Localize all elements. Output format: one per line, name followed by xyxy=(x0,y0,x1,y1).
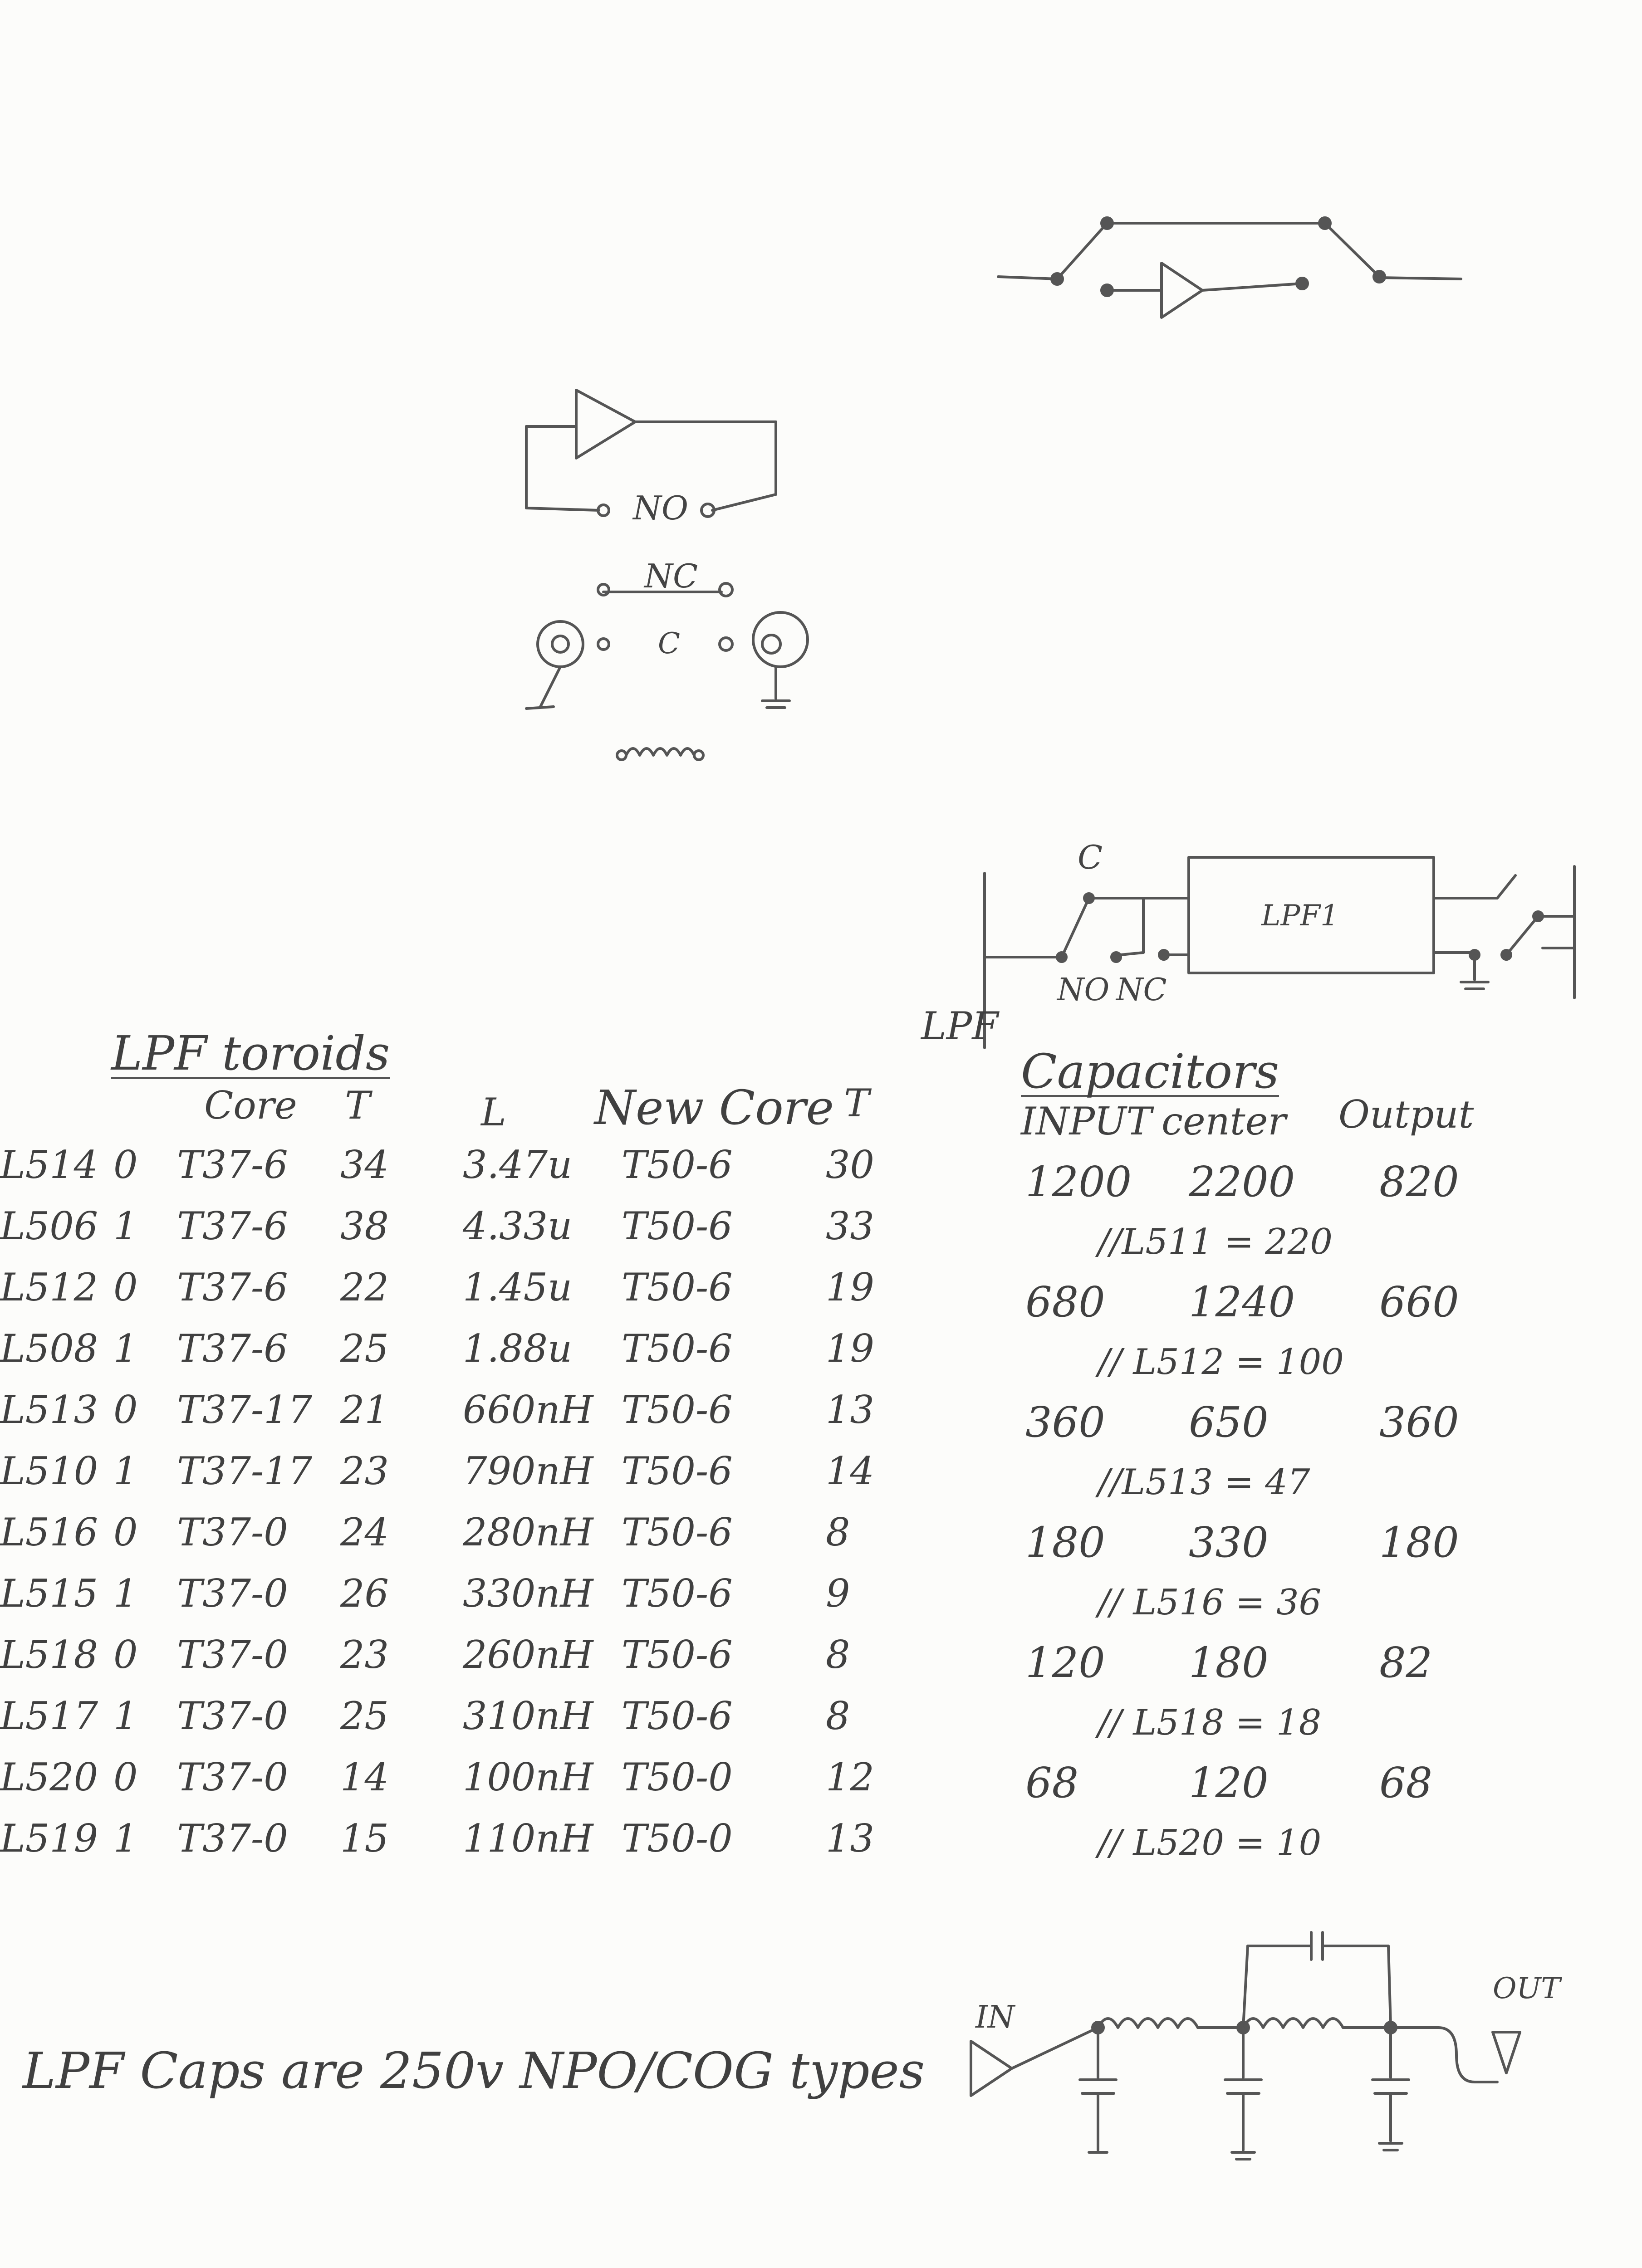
toroid-inductance: 790nH xyxy=(463,1448,593,1493)
toroid-ref: L517 xyxy=(0,1693,98,1738)
cap-values-row xyxy=(1025,1388,1524,1456)
toroid-new-core: T50-6 xyxy=(622,1632,733,1677)
toroid-inductance: 3.47u xyxy=(463,1142,573,1187)
toroid-turns: 21 xyxy=(340,1387,389,1432)
toroid-inductance: 1.88u xyxy=(463,1326,573,1371)
toroid-core: T37-0 xyxy=(177,1632,288,1677)
toroid-inductance: 100nH xyxy=(463,1755,593,1799)
toroid-inductance: 330nH xyxy=(463,1571,593,1616)
cap-note-row xyxy=(1025,1216,1524,1268)
toroid-new-turns: 8 xyxy=(826,1693,850,1738)
toroid-row xyxy=(0,1685,917,1746)
toroid-new-core: T50-0 xyxy=(622,1755,733,1799)
caps-header-output: Output xyxy=(1338,1092,1474,1137)
toroid-turns: 23 xyxy=(340,1448,389,1493)
toroid-turns: 25 xyxy=(340,1693,389,1738)
toroid-inductance: 660nH xyxy=(463,1387,593,1432)
toroid-ref: L520 xyxy=(0,1755,98,1799)
cap-center: 650 xyxy=(1189,1398,1269,1447)
toroid-new-turns: 19 xyxy=(826,1326,874,1371)
cap-note-row xyxy=(1025,1456,1524,1508)
toroid-new-core: T50-0 xyxy=(622,1816,733,1861)
caps-header-center: center xyxy=(1162,1099,1286,1144)
toroid-row xyxy=(0,1624,917,1685)
lpf-common-label: C xyxy=(1078,838,1103,876)
cap-note-row xyxy=(1025,1336,1524,1388)
toroid-bit: 0 xyxy=(113,1387,138,1432)
toroid-ref: L519 xyxy=(0,1816,98,1861)
toroid-new-turns: 30 xyxy=(826,1142,874,1187)
relay-bypass-sketch xyxy=(998,200,1497,336)
toroid-inductance: 280nH xyxy=(463,1510,593,1554)
toroid-bit: 1 xyxy=(113,1448,138,1493)
cap-input: 120 xyxy=(1025,1638,1105,1687)
cap-note-row xyxy=(1025,1817,1524,1869)
toroid-new-core: T50-6 xyxy=(622,1448,733,1493)
toroid-row xyxy=(0,1379,917,1440)
capacitors-title: Capacitors xyxy=(1021,1044,1279,1099)
toroid-new-turns: 33 xyxy=(826,1203,874,1248)
toroid-bit: 1 xyxy=(113,1203,138,1248)
toroid-bit: 0 xyxy=(113,1510,138,1554)
cap-values-row xyxy=(1025,1749,1524,1817)
toroid-ref: L506 xyxy=(0,1203,98,1248)
nc-contact-label: NC xyxy=(644,557,698,595)
toroid-row xyxy=(0,1440,917,1501)
toroid-ref: L516 xyxy=(0,1510,98,1554)
cap-input: 360 xyxy=(1025,1398,1105,1447)
cap-input: 68 xyxy=(1025,1758,1079,1807)
toroid-row xyxy=(0,1808,917,1869)
cap-parallel-note: //L511 = 220 xyxy=(1098,1221,1333,1262)
toroid-ref: L510 xyxy=(0,1448,98,1493)
toroid-turns: 25 xyxy=(340,1326,389,1371)
cap-input: 180 xyxy=(1025,1518,1105,1567)
toroid-core: T37-17 xyxy=(177,1387,313,1432)
toroid-core: T37-6 xyxy=(177,1142,288,1187)
toroid-row xyxy=(0,1563,917,1624)
toroids-header-core: Core xyxy=(204,1083,297,1128)
toroid-bit: 0 xyxy=(113,1755,138,1799)
cap-parallel-note: // L520 = 10 xyxy=(1098,1822,1322,1863)
cap-center: 330 xyxy=(1189,1518,1269,1567)
cap-parallel-note: // L516 = 36 xyxy=(1098,1582,1322,1623)
toroid-core: T37-6 xyxy=(177,1203,288,1248)
toroid-inductance: 4.33u xyxy=(463,1203,573,1248)
toroid-inductance: 110nH xyxy=(463,1816,593,1861)
schematic-in-label: IN xyxy=(975,1999,1015,2035)
toroid-row xyxy=(0,1134,917,1195)
toroid-turns: 23 xyxy=(340,1632,389,1677)
cap-note-row xyxy=(1025,1576,1524,1628)
toroid-core: T37-17 xyxy=(177,1448,313,1493)
toroid-row xyxy=(0,1318,917,1379)
toroid-bit: 1 xyxy=(113,1326,138,1371)
toroid-core: T37-0 xyxy=(177,1816,288,1861)
relay-contact-sketch xyxy=(522,381,867,771)
toroid-inductance: 1.45u xyxy=(463,1265,573,1310)
cap-center: 120 xyxy=(1189,1758,1269,1807)
toroids-table xyxy=(0,1134,917,1869)
toroid-new-turns: 9 xyxy=(826,1571,850,1616)
toroid-ref: L514 xyxy=(0,1142,98,1187)
toroid-turns: 34 xyxy=(340,1142,389,1187)
toroid-row xyxy=(0,1256,917,1318)
lpf-no-label: NO xyxy=(1057,972,1110,1008)
cap-note-row xyxy=(1025,1696,1524,1749)
lpf-nc-label: NC xyxy=(1116,972,1167,1008)
toroid-new-turns: 8 xyxy=(826,1632,850,1677)
toroid-bit: 0 xyxy=(113,1632,138,1677)
no-contact-label: NO xyxy=(633,489,689,527)
toroid-core: T37-0 xyxy=(177,1693,288,1738)
cap-center: 2200 xyxy=(1189,1157,1295,1206)
toroid-new-turns: 13 xyxy=(826,1387,874,1432)
cap-values-row xyxy=(1025,1628,1524,1696)
toroid-row xyxy=(0,1746,917,1808)
cap-input: 680 xyxy=(1025,1277,1105,1326)
toroid-turns: 15 xyxy=(340,1816,389,1861)
toroid-new-core: T50-6 xyxy=(622,1571,733,1616)
toroid-core: T37-6 xyxy=(177,1265,288,1310)
cap-values-row xyxy=(1025,1268,1524,1336)
toroid-bit: 0 xyxy=(113,1142,138,1187)
caps-note: LPF Caps are 250v NPO/COG types xyxy=(23,2042,925,2100)
toroid-new-turns: 12 xyxy=(826,1755,874,1799)
toroid-ref: L518 xyxy=(0,1632,98,1677)
toroid-new-core: T50-6 xyxy=(622,1510,733,1554)
toroid-new-core: T50-6 xyxy=(622,1203,733,1248)
caps-header-input: INPUT xyxy=(1021,1099,1152,1144)
toroid-new-turns: 8 xyxy=(826,1510,850,1554)
toroids-header-new-core: New Core xyxy=(594,1080,834,1135)
toroid-turns: 22 xyxy=(340,1265,389,1310)
common-contact-label: C xyxy=(658,627,680,660)
toroid-new-core: T50-6 xyxy=(622,1142,733,1187)
toroids-header-new-turns: T xyxy=(844,1081,870,1125)
cap-output: 820 xyxy=(1379,1157,1459,1206)
cap-output: 360 xyxy=(1379,1398,1459,1447)
toroid-inductance: 260nH xyxy=(463,1632,593,1677)
cap-parallel-note: // L512 = 100 xyxy=(1098,1341,1344,1383)
toroid-bit: 1 xyxy=(113,1816,138,1861)
cap-output: 68 xyxy=(1379,1758,1433,1807)
toroid-ref: L512 xyxy=(0,1265,98,1310)
cap-output: 180 xyxy=(1379,1518,1459,1567)
toroid-ref: L515 xyxy=(0,1571,98,1616)
toroid-new-turns: 14 xyxy=(826,1448,874,1493)
lpf-side-label: LPF xyxy=(921,1004,999,1048)
toroid-core: T37-0 xyxy=(177,1510,288,1554)
lpf1-box-label: LPF1 xyxy=(1261,899,1339,933)
toroid-new-core: T50-6 xyxy=(622,1265,733,1310)
toroids-header-inductance: L xyxy=(481,1090,506,1134)
cap-output: 82 xyxy=(1379,1638,1433,1687)
pi-filter-schematic xyxy=(953,1923,1588,2214)
cap-center: 180 xyxy=(1189,1638,1269,1687)
toroid-new-core: T50-6 xyxy=(622,1387,733,1432)
toroid-core: T37-0 xyxy=(177,1571,288,1616)
cap-parallel-note: // L518 = 18 xyxy=(1098,1702,1322,1743)
toroid-bit: 1 xyxy=(113,1693,138,1738)
cap-input: 1200 xyxy=(1025,1157,1132,1206)
toroid-new-core: T50-6 xyxy=(622,1693,733,1738)
cap-values-row xyxy=(1025,1508,1524,1576)
toroids-header-turns: T xyxy=(345,1083,371,1128)
toroid-inductance: 310nH xyxy=(463,1693,593,1738)
toroid-bit: 0 xyxy=(113,1265,138,1310)
toroid-row xyxy=(0,1501,917,1563)
cap-parallel-note: //L513 = 47 xyxy=(1098,1461,1310,1503)
toroid-row xyxy=(0,1195,917,1256)
cap-center: 1240 xyxy=(1189,1277,1295,1326)
capacitors-table xyxy=(1025,1148,1524,1869)
toroid-turns: 14 xyxy=(340,1755,389,1799)
toroid-ref: L508 xyxy=(0,1326,98,1371)
lpf1-block-sketch xyxy=(917,830,1624,1048)
toroid-core: T37-0 xyxy=(177,1755,288,1799)
toroid-core: T37-6 xyxy=(177,1326,288,1371)
toroid-ref: L513 xyxy=(0,1387,98,1432)
toroids-title: LPF toroids xyxy=(111,1026,390,1081)
toroid-new-turns: 19 xyxy=(826,1265,874,1310)
cap-output: 660 xyxy=(1379,1277,1459,1326)
toroid-turns: 38 xyxy=(340,1203,389,1248)
schematic-out-label: OUT xyxy=(1493,1972,1561,2005)
toroid-turns: 24 xyxy=(340,1510,389,1554)
cap-values-row xyxy=(1025,1148,1524,1216)
toroid-bit: 1 xyxy=(113,1571,138,1616)
toroid-new-core: T50-6 xyxy=(622,1326,733,1371)
toroid-new-turns: 13 xyxy=(826,1816,874,1861)
toroid-turns: 26 xyxy=(340,1571,389,1616)
